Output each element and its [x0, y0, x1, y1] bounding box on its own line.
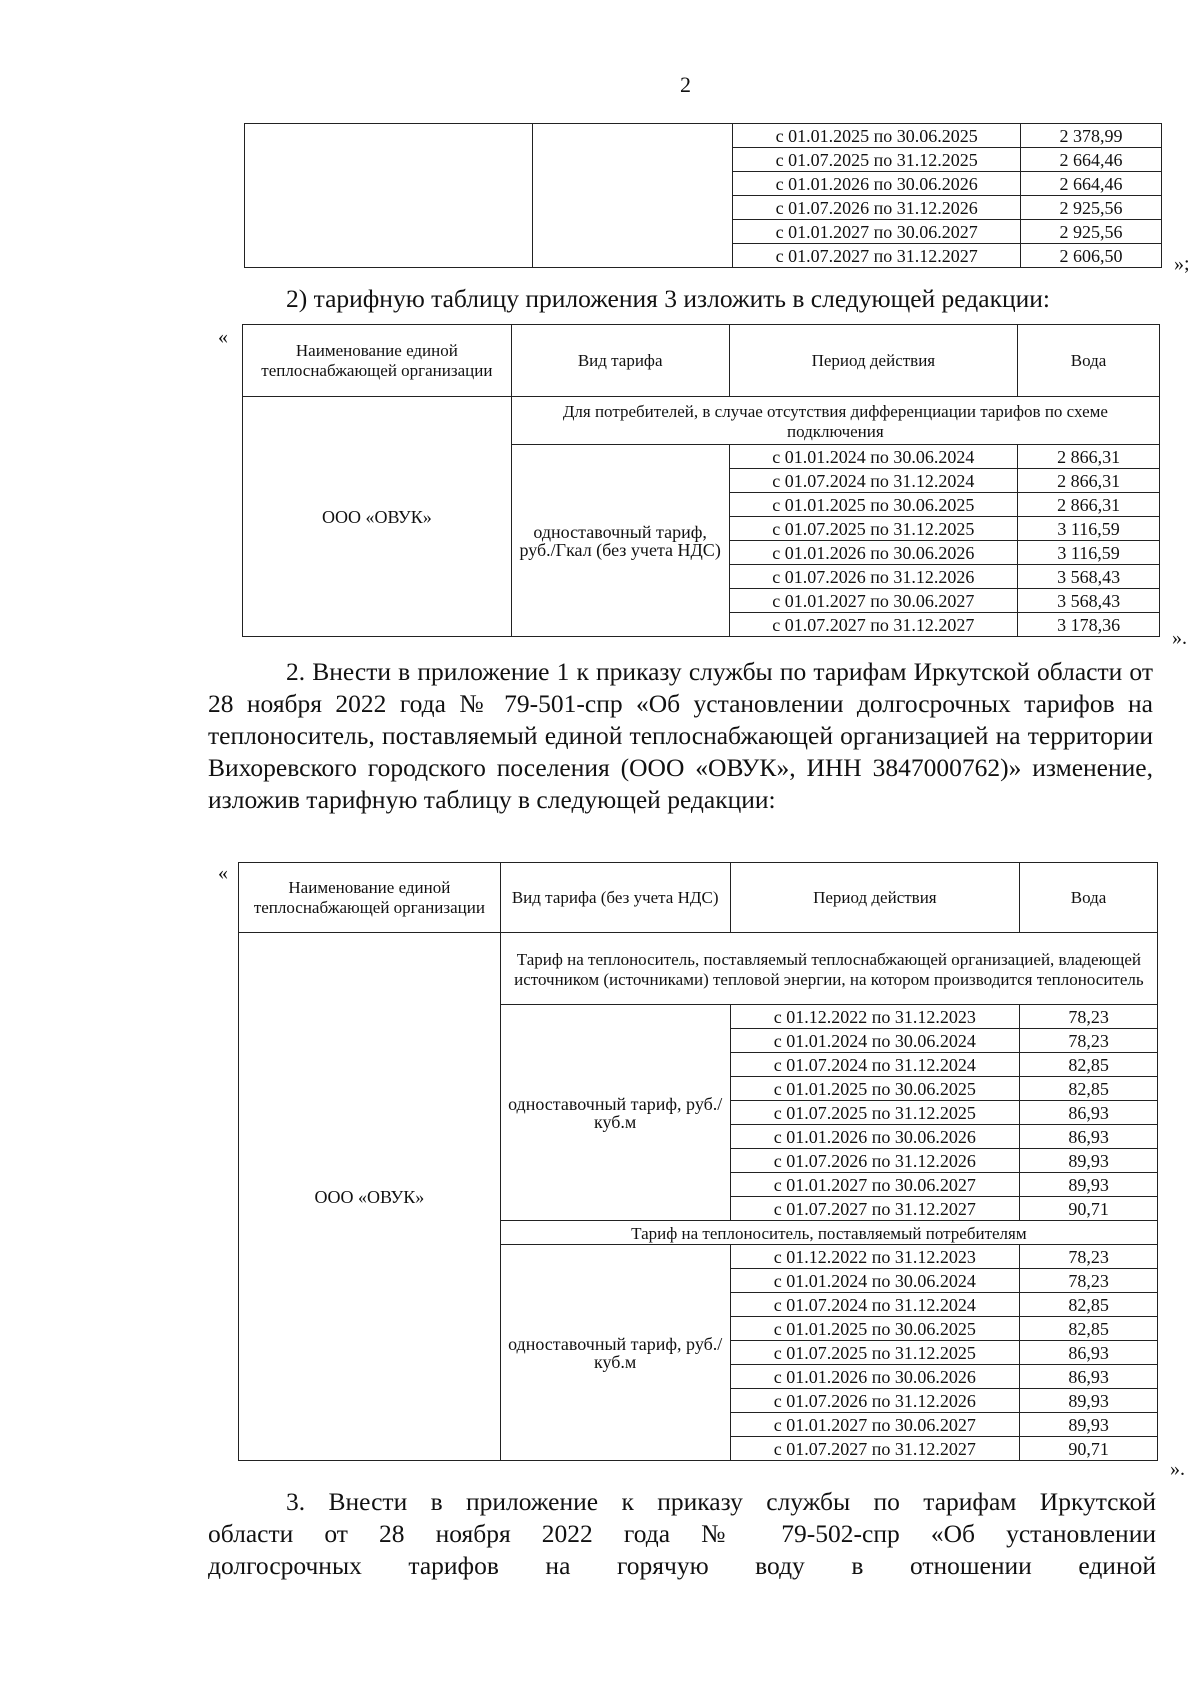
period-cell: с 01.07.2026 по 31.12.2026 [729, 565, 1018, 589]
value-cell: 86,93 [1020, 1341, 1158, 1365]
value-cell: 2 664,46 [1021, 148, 1162, 172]
header-period: Период действия [729, 325, 1018, 397]
value-cell: 2 925,56 [1021, 220, 1162, 244]
value-cell: 86,93 [1020, 1101, 1158, 1125]
value-cell: 82,85 [1020, 1077, 1158, 1101]
value-cell: 2 664,46 [1021, 172, 1162, 196]
period-cell: с 01.07.2026 по 31.12.2026 [733, 196, 1021, 220]
paragraph3-line-3: долгосрочных тарифов на горячую воду в отношении единой [208, 1551, 1156, 1580]
value-cell: 3 116,59 [1018, 541, 1160, 565]
table-row [245, 124, 1162, 148]
period-cell: с 01.01.2026 по 30.06.2026 [730, 1365, 1020, 1389]
value-cell: 82,85 [1020, 1317, 1158, 1341]
paragraph-item-2: 2. Внести в приложение 1 к приказу службы по тарифам Иркутской области от 28 ноября 2022 года № 79-501-спр «Об установлении долгосрочных тарифов на теплоноситель, поставляемый единой теплоснабжающей организацией на территории Вихоревского городского поселения (ООО «ОВУК», ИНН 3847000762)» изменение, изложив тарифную таблицу в следующей редакции: [208, 657, 1153, 814]
period-cell: с 01.01.2025 по 30.06.2025 [730, 1077, 1020, 1101]
period-cell: с 01.12.2022 по 31.12.2023 [730, 1005, 1020, 1029]
table3-closing-mark: ». [1170, 1458, 1185, 1480]
tariff-type-cell: одноставочный тариф, руб./Гкал (без учета НДС) [511, 445, 729, 637]
heat-tariff-table [242, 324, 1160, 637]
period-cell: с 01.07.2027 по 31.12.2027 [729, 613, 1018, 637]
period-cell: с 01.01.2027 по 30.06.2027 [733, 220, 1021, 244]
tariff-type-cell: одноставочный тариф, руб./куб.м [500, 1005, 730, 1221]
period-cell: с 01.01.2027 по 30.06.2027 [730, 1173, 1020, 1197]
period-cell: с 01.01.2026 по 30.06.2026 [733, 172, 1021, 196]
value-cell: 86,93 [1020, 1125, 1158, 1149]
item2-text: 2) тарифную таблицу приложения 3 изложить в следующей редакции: [286, 284, 1050, 313]
tariff-type-cell: одноставочный тариф, руб./куб.м [500, 1245, 730, 1461]
value-cell: 89,93 [1020, 1173, 1158, 1197]
table2-open-mark: « [218, 326, 228, 348]
section-title: Тариф на теплоноситель, поставляемый теплоснабжающей организацией, владеющей источником (источниками) тепловой энергии, на котором производится теплоноситель [500, 933, 1157, 1005]
period-cell: с 01.01.2024 по 30.06.2024 [729, 445, 1018, 469]
period-cell: с 01.07.2025 по 31.12.2025 [730, 1341, 1020, 1365]
header-org-name: Наименование единой теплоснабжающей организации [243, 325, 512, 397]
org-name-cell: ООО «ОВУК» [239, 933, 501, 1461]
header-tariff-type: Вид тарифа [511, 325, 729, 397]
value-cell: 90,71 [1020, 1197, 1158, 1221]
period-cell: с 01.07.2024 по 31.12.2024 [730, 1293, 1020, 1317]
paragraph3-line-2: области от 28 ноября 2022 года № 79-502-спр «Об установлении [208, 1519, 1156, 1548]
value-cell: 89,93 [1020, 1389, 1158, 1413]
value-cell: 3 568,43 [1018, 565, 1160, 589]
value-cell: 2 378,99 [1021, 124, 1162, 148]
period-cell: с 01.07.2027 по 31.12.2027 [733, 244, 1021, 268]
tariff-table-continuation [244, 123, 1162, 268]
tariff-type-cell [532, 124, 733, 268]
period-cell: с 01.07.2024 по 31.12.2024 [729, 469, 1018, 493]
period-cell: с 01.01.2024 по 30.06.2024 [730, 1269, 1020, 1293]
period-cell: с 01.01.2025 по 30.06.2025 [729, 493, 1018, 517]
value-cell: 2 866,31 [1018, 469, 1160, 493]
org-name-cell: ООО «ОВУК» [243, 397, 512, 637]
value-cell: 3 568,43 [1018, 589, 1160, 613]
value-cell: 78,23 [1020, 1029, 1158, 1053]
value-cell: 86,93 [1020, 1365, 1158, 1389]
paragraph3-line-1: 3. Внести в приложение к приказу службы по тарифам Иркутской [286, 1487, 1156, 1516]
org-name-cell [245, 124, 533, 268]
period-cell: с 01.01.2024 по 30.06.2024 [730, 1029, 1020, 1053]
value-cell: 2 925,56 [1021, 196, 1162, 220]
period-cell: с 01.01.2027 по 30.06.2027 [730, 1413, 1020, 1437]
table2-closing-mark: ». [1172, 627, 1187, 649]
value-cell: 78,23 [1020, 1269, 1158, 1293]
header-period: Период действия [730, 863, 1020, 933]
period-cell: с 01.07.2025 по 31.12.2025 [730, 1101, 1020, 1125]
period-cell: с 01.01.2027 по 30.06.2027 [729, 589, 1018, 613]
value-cell: 2 866,31 [1018, 493, 1160, 517]
period-cell: с 01.07.2027 по 31.12.2027 [730, 1437, 1020, 1461]
period-cell: с 01.12.2022 по 31.12.2023 [730, 1245, 1020, 1269]
value-cell: 3 116,59 [1018, 517, 1160, 541]
period-cell: с 01.01.2026 по 30.06.2026 [730, 1125, 1020, 1149]
section-title: Тариф на теплоноситель, поставляемый потребителям [500, 1221, 1157, 1245]
period-cell: с 01.07.2025 по 31.12.2025 [729, 517, 1018, 541]
header-water: Вода [1020, 863, 1158, 933]
page-number: 2 [680, 72, 691, 97]
period-cell: с 01.07.2025 по 31.12.2025 [733, 148, 1021, 172]
period-cell: с 01.07.2024 по 31.12.2024 [730, 1053, 1020, 1077]
period-cell: с 01.01.2025 по 30.06.2025 [733, 124, 1021, 148]
period-cell: с 01.07.2026 по 31.12.2026 [730, 1149, 1020, 1173]
header-tariff-type: Вид тарифа (без учета НДС) [500, 863, 730, 933]
period-cell: с 01.07.2027 по 31.12.2027 [730, 1197, 1020, 1221]
period-cell: с 01.07.2026 по 31.12.2026 [730, 1389, 1020, 1413]
section-title: Для потребителей, в случае отсутствия дифференциации тарифов по схеме подключения [511, 397, 1159, 445]
value-cell: 82,85 [1020, 1053, 1158, 1077]
table3-open-mark: « [218, 862, 228, 884]
value-cell: 78,23 [1020, 1245, 1158, 1269]
value-cell: 78,23 [1020, 1005, 1158, 1029]
header-org-name: Наименование единой теплоснабжающей организации [239, 863, 501, 933]
table1-closing-mark: »; [1174, 253, 1190, 275]
period-cell: с 01.01.2026 по 30.06.2026 [729, 541, 1018, 565]
coolant-tariff-table [238, 862, 1158, 1461]
value-cell: 3 178,36 [1018, 613, 1160, 637]
period-cell: с 01.01.2025 по 30.06.2025 [730, 1317, 1020, 1341]
value-cell: 89,93 [1020, 1149, 1158, 1173]
value-cell: 2 606,50 [1021, 244, 1162, 268]
section-row [239, 933, 1158, 1005]
value-cell: 89,93 [1020, 1413, 1158, 1437]
value-cell: 90,71 [1020, 1437, 1158, 1461]
header-water: Вода [1018, 325, 1160, 397]
value-cell: 82,85 [1020, 1293, 1158, 1317]
value-cell: 2 866,31 [1018, 445, 1160, 469]
